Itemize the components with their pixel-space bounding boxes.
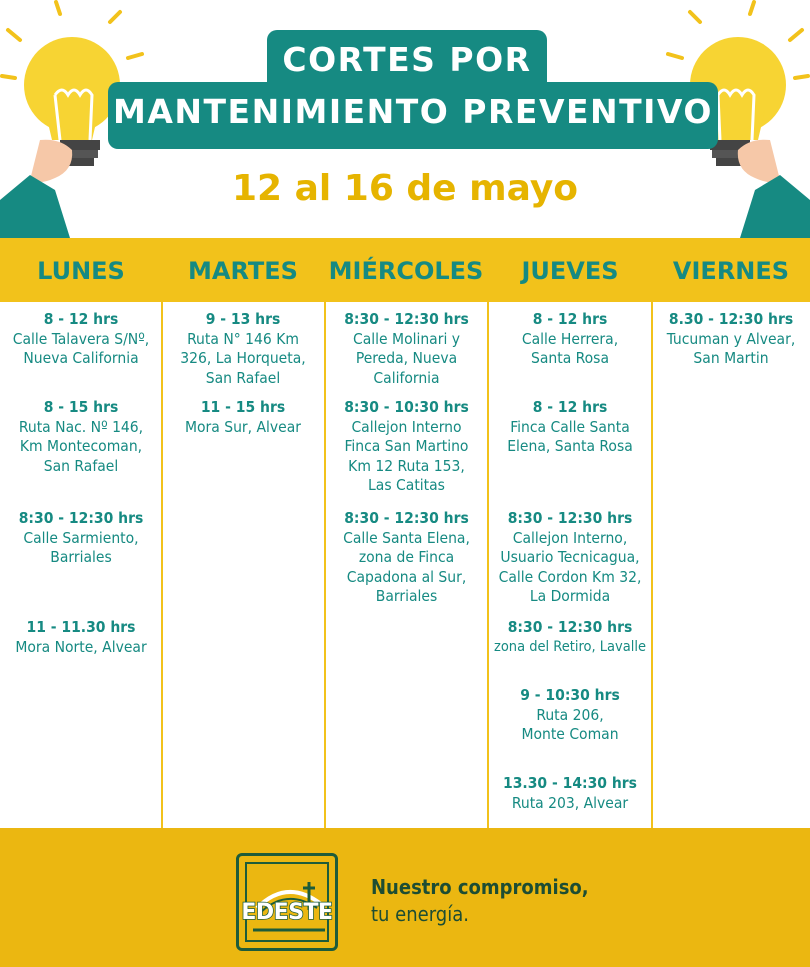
entry-place: Calle Santa Elena, zona de Finca Capadona al Sur, Barriales (343, 528, 470, 606)
title-line-1: CORTES POR (282, 40, 532, 79)
entry-time: 11 - 15 hrs (200, 398, 286, 416)
entry-time: 9 - 13 hrs (205, 310, 281, 328)
schedule-entry (488, 618, 652, 657)
entry-time: 8:30 - 12:30 hrs (507, 509, 633, 527)
column-viernes (652, 302, 810, 828)
schedule-entry (325, 398, 488, 496)
entry-time: 8 - 12 hrs (532, 310, 608, 328)
entry-time: 8:30 - 12:30 hrs (507, 618, 633, 636)
entry-time: 8:30 - 12:30 hrs (344, 509, 469, 527)
schedule-entry (488, 310, 652, 369)
schedule-entry (0, 618, 162, 657)
column-miercoles (325, 302, 488, 828)
schedule-entry (488, 509, 652, 607)
edeste-logo (236, 853, 338, 951)
schedule-entry (325, 310, 488, 388)
schedule-entry (488, 686, 652, 745)
logo-text: EDESTE (241, 900, 333, 925)
entry-place: Ruta Nac. Nº 146, Km Montecoman, San Rafael (18, 417, 144, 475)
entry-place: Calle Sarmiento, Barriales (23, 528, 139, 567)
schedule-entry (162, 398, 324, 437)
date-range: 12 al 16 de mayo (231, 168, 579, 209)
slogan-line-1: Nuestro compromiso, (371, 875, 589, 899)
entry-place: Calle Herrera, Santa Rosa (521, 329, 619, 368)
schedule-entry (0, 509, 162, 568)
entry-time: 8 - 12 hrs (532, 398, 608, 416)
title-line-2: MANTENIMIENTO PREVENTIVO (113, 92, 713, 131)
entry-place: Mora Norte, Alvear (15, 637, 147, 656)
entry-place: Mora Sur, Alvear (184, 417, 302, 436)
entry-time: 8 - 12 hrs (43, 310, 119, 328)
slogan-line-2: tu energía. (371, 902, 469, 926)
entry-place: Callejon Interno Finca San Martino Km 12 Ruta 153, Las Catitas (344, 417, 469, 495)
schedule-entry (652, 310, 810, 369)
day-name-martes: MARTES (188, 257, 298, 285)
entry-place: Calle Talavera S/Nº, Nueva California (12, 329, 150, 368)
schedule-entry (488, 398, 652, 457)
column-lunes (0, 302, 162, 828)
entry-time: 8 - 15 hrs (43, 398, 119, 416)
entry-place: Calle Molinari y Pereda, Nueva California (352, 329, 461, 387)
entry-place: Tucuman y Alvear, San Martin (666, 329, 796, 368)
entry-time: 9 - 10:30 hrs (520, 686, 620, 704)
entry-place: Ruta 206, Monte Coman (521, 705, 619, 744)
entry-place: Ruta 203, Alvear (511, 793, 629, 812)
day-header-bar (0, 238, 810, 302)
day-name-viernes: VIERNES (672, 257, 790, 285)
column-jueves (488, 302, 652, 828)
entry-place: Finca Calle Santa Elena, Santa Rosa (507, 417, 633, 456)
entry-time: 8:30 - 12:30 hrs (344, 310, 469, 328)
entry-place: zona del Retiro, Lavalle (493, 638, 647, 655)
header (0, 0, 810, 238)
day-name-miercoles: MIÉRCOLES (328, 257, 484, 285)
entry-place: Callejon Interno, Usuario Tecnicagua, Calle Cordon Km 32, La Dormida (498, 528, 642, 606)
entry-time: 11 - 11.30 hrs (26, 618, 136, 636)
entry-time: 8:30 - 12:30 hrs (18, 509, 144, 527)
entry-time: 8:30 - 10:30 hrs (344, 398, 469, 416)
column-martes (162, 302, 324, 828)
schedule-entry (0, 398, 162, 476)
entry-time: 13.30 - 14:30 hrs (503, 774, 637, 792)
schedule-entry (325, 509, 488, 607)
schedule-entry (488, 774, 652, 813)
schedule-entry (162, 310, 324, 388)
day-name-jueves: JUEVES (521, 257, 619, 285)
schedule-entry (0, 310, 162, 369)
entry-place: Ruta N° 146 Km 326, La Horqueta, San Rafael (180, 329, 306, 387)
day-name-lunes: LUNES (37, 257, 125, 285)
entry-time: 8.30 - 12:30 hrs (668, 310, 794, 328)
